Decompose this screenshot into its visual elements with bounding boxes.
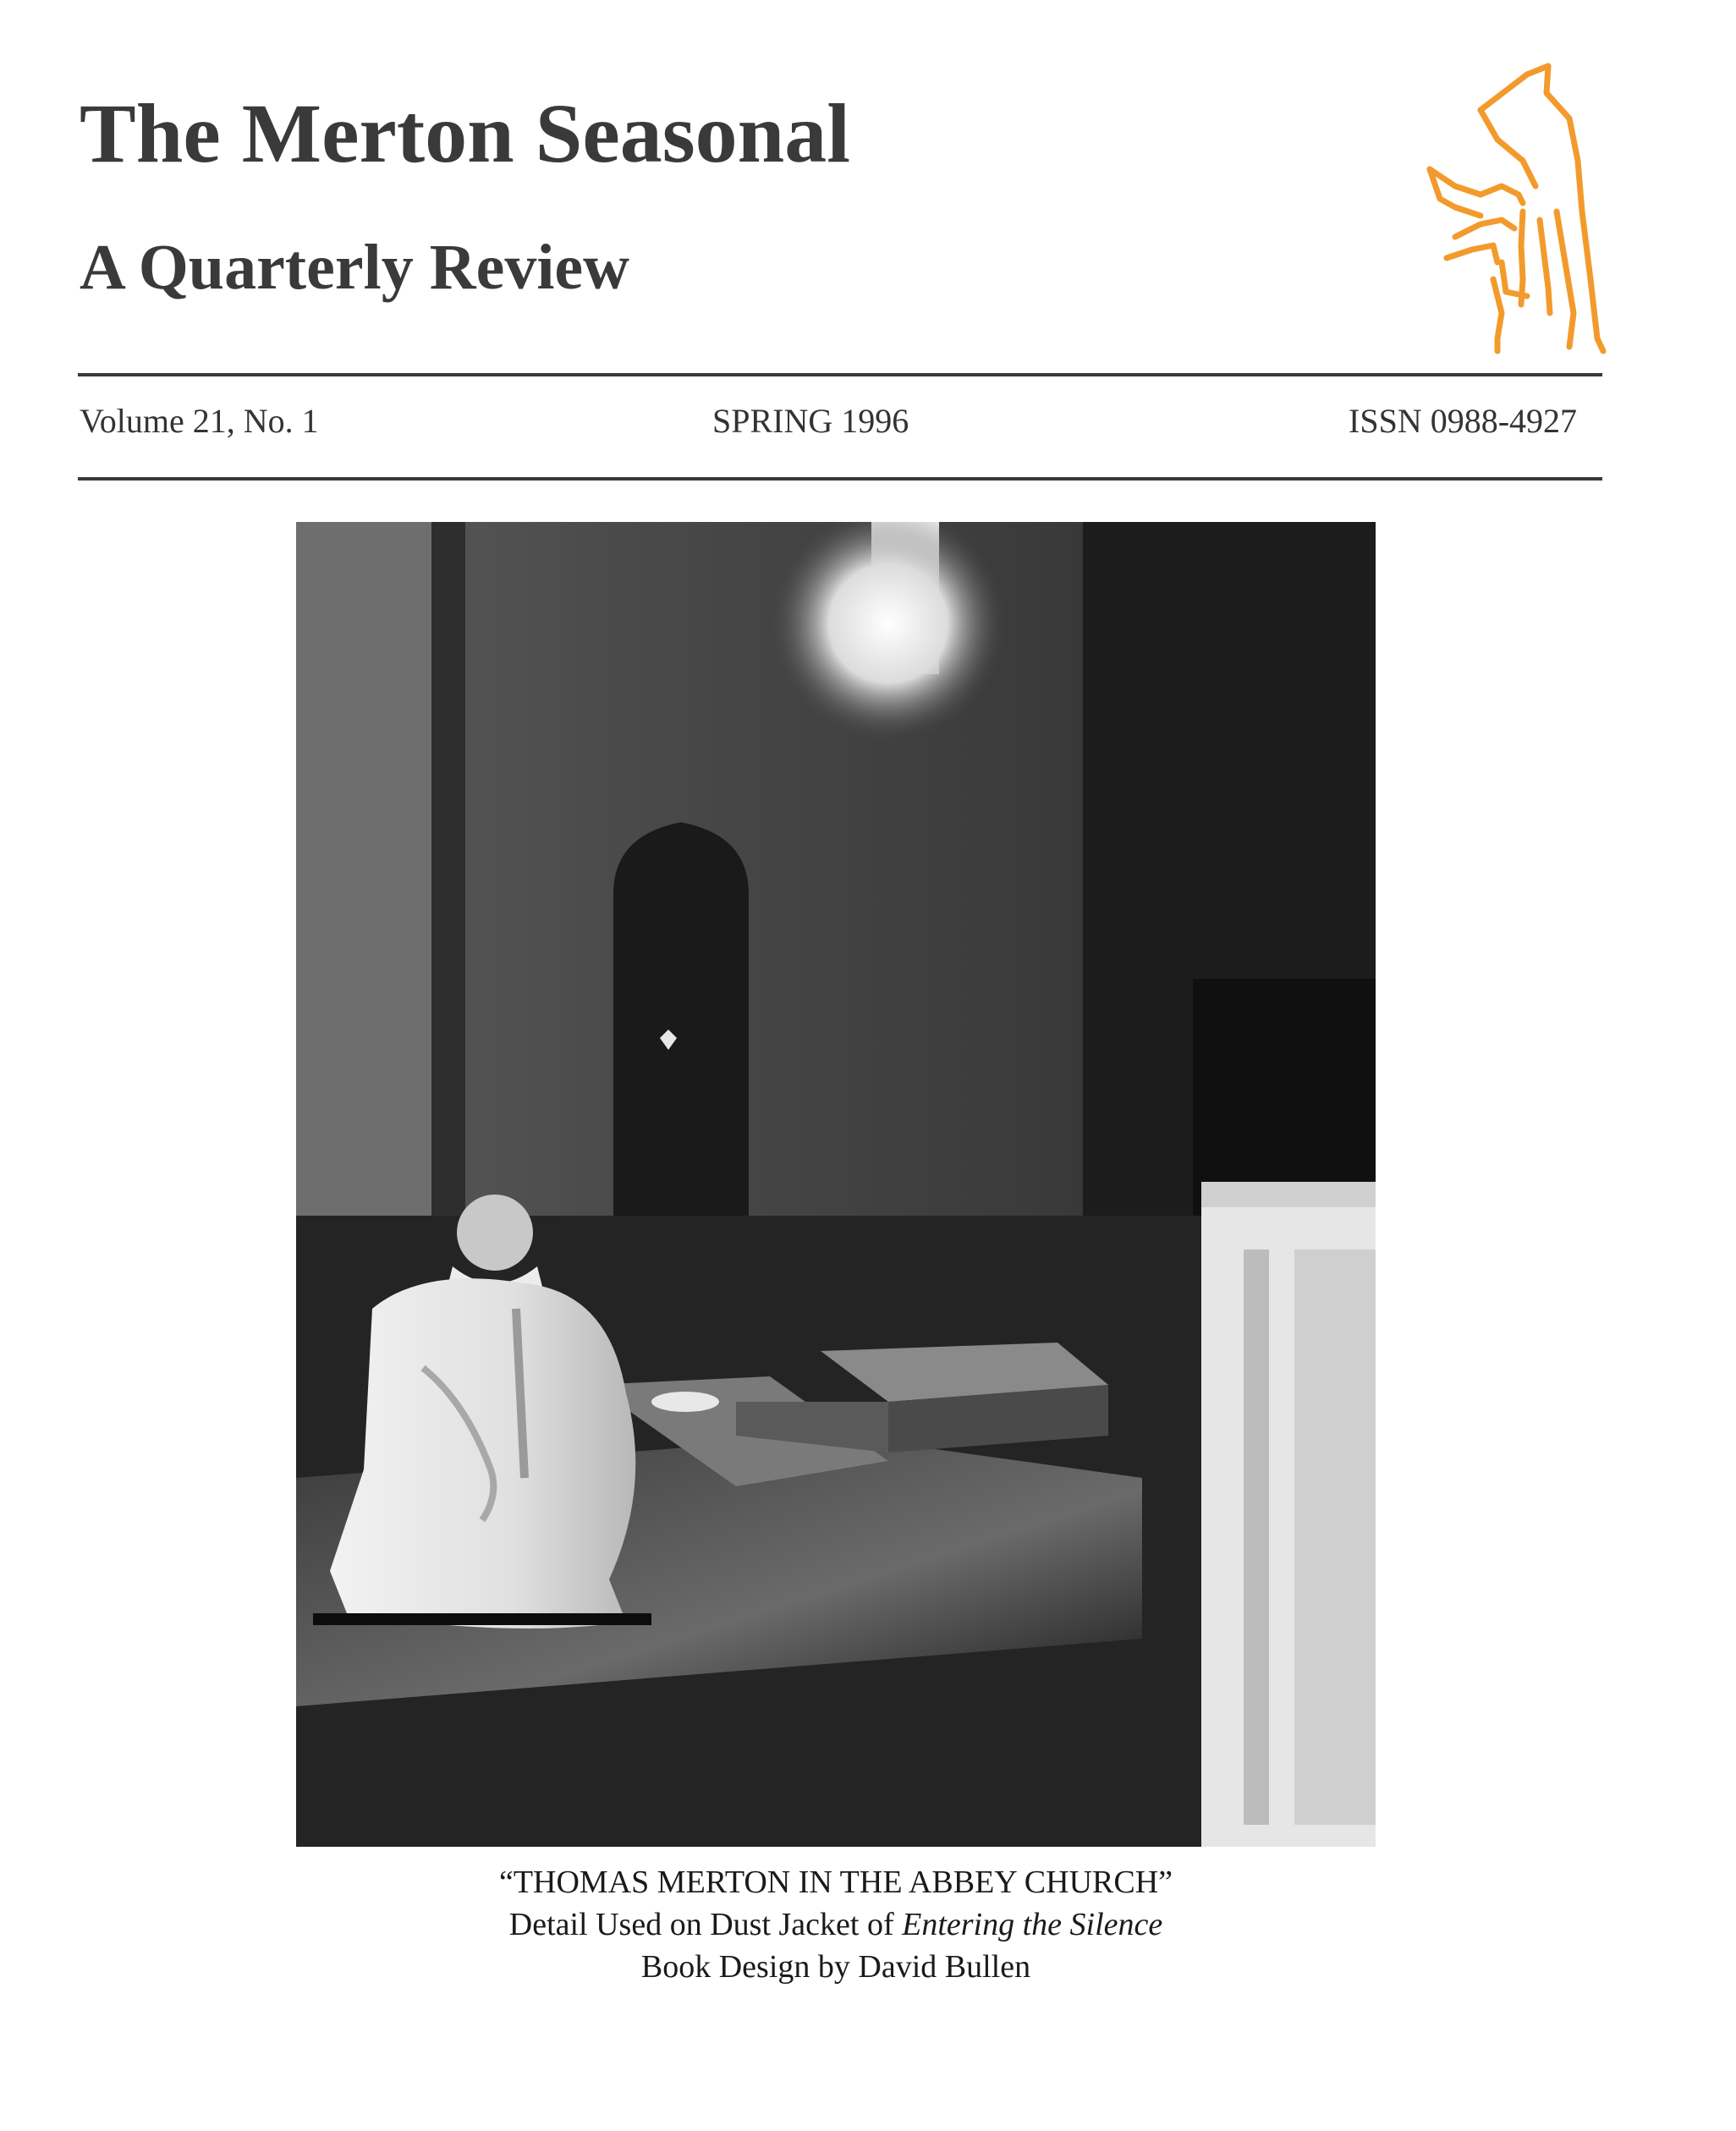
header-rule-bottom <box>78 477 1602 481</box>
header-rule-top <box>78 373 1602 376</box>
caption-credit: Book Design by David Bullen <box>640 1949 1031 1985</box>
journal-title: The Merton Seasonal <box>80 86 851 180</box>
caption-detail-prefix: Detail Used on Dust Jacket of <box>508 1907 903 1942</box>
hooded-monk-icon <box>1421 59 1616 364</box>
caption-book-title: Entering the Silence <box>902 1907 1163 1942</box>
volume-number: Volume 21, No. 1 <box>80 402 319 440</box>
cover-photo <box>296 522 1376 1847</box>
cover-caption <box>296 1861 1376 1988</box>
journal-subtitle: A Quarterly Review <box>80 232 630 303</box>
issue-season: SPRING 1996 <box>712 402 909 440</box>
caption-title: “THOMAS MERTON IN THE ABBEY CHURCH” <box>498 1865 1173 1900</box>
caption-detail <box>296 1903 1376 1946</box>
issn-number: ISSN 0988-4927 <box>1349 402 1578 440</box>
